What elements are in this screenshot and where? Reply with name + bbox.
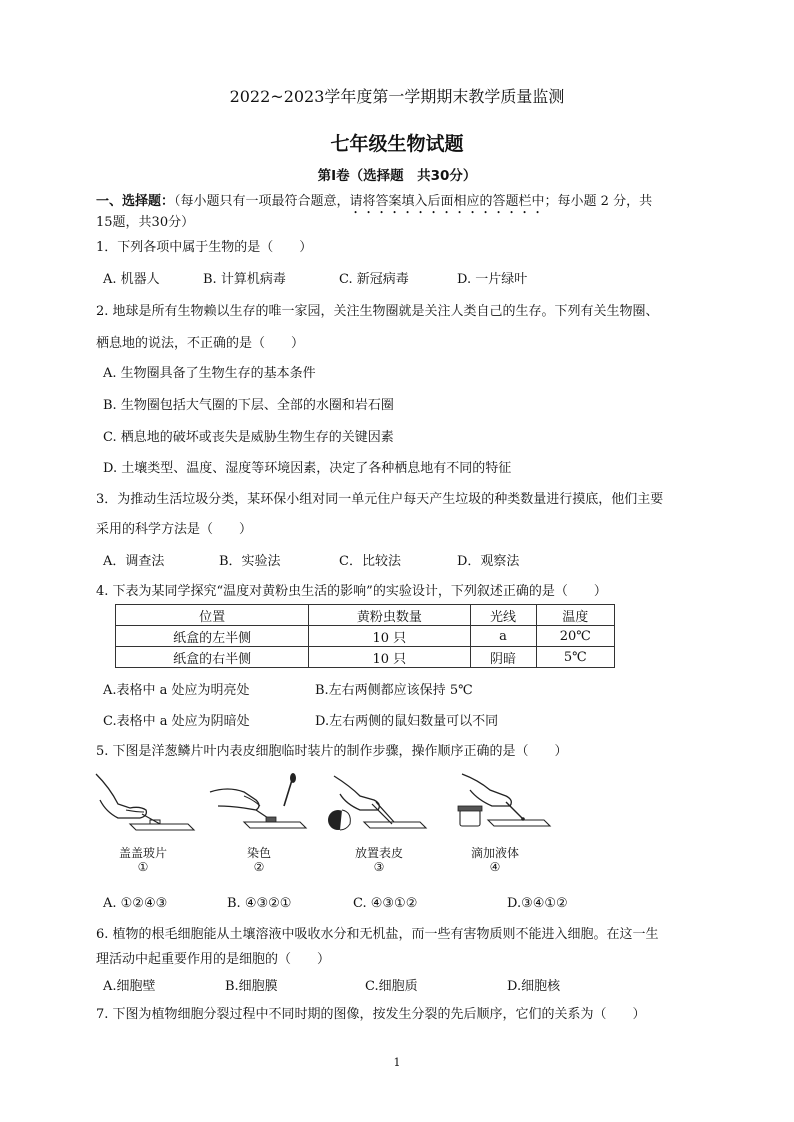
- option-a[interactable]: A.细胞壁: [103, 979, 156, 994]
- table-header-row: [116, 605, 615, 626]
- table-header-cell: 温度: [536, 605, 614, 626]
- question-6-stem-line2: 理活动中起重要作用的是细胞的（ ）: [96, 952, 331, 967]
- option-d[interactable]: D．观察法: [457, 554, 520, 569]
- option-d[interactable]: D.细胞核: [507, 979, 561, 994]
- figure-number: ④: [489, 860, 501, 874]
- table-cell: 纸盒的左半侧: [116, 626, 309, 647]
- question-2-option-b[interactable]: B. 生物圈包括大气圈的下层、全部的水圈和岩石圈: [103, 398, 394, 413]
- option-a[interactable]: A．调查法: [103, 554, 165, 569]
- table-cell: 10 只: [309, 647, 470, 668]
- part-title: 第Ⅰ卷（选择题 共30分）: [317, 168, 477, 184]
- question-1-stem: 1．下列各项中属于生物的是（ ）: [96, 240, 313, 255]
- table-header-cell: 位置: [116, 605, 309, 626]
- figure-3: [324, 766, 434, 876]
- question-2-option-d[interactable]: D. 土壤类型、温度、湿度等环境因素，决定了各种栖息地有不同的特征: [103, 461, 512, 476]
- question-5-stem: 5. 下图是洋葱鳞片叶内表皮细胞临时装片的制作步骤，操作顺序正确的是（ ）: [96, 744, 568, 759]
- table-cell: 20℃: [536, 626, 614, 647]
- coverslip-hand-icon: [88, 766, 198, 844]
- figure-caption: 盖盖玻片: [118, 846, 167, 860]
- figure-4: [440, 766, 550, 876]
- table-row: [116, 626, 615, 647]
- question-2-stem-line2: 栖息地的说法，不正确的是（ ）: [96, 336, 305, 351]
- instruction-emphasis: 请将答案填入后面相应的答题栏中: [349, 194, 545, 209]
- term-title: 2022~2023学年度第一学期期末教学质量监测: [229, 87, 565, 106]
- question-3-stem-line1: 3．为推动生活垃圾分类，某环保小组对同一单元住户每天产生垃圾的种类数量进行摸底，他们主要: [96, 492, 664, 507]
- stain-dropper-icon: [204, 766, 314, 844]
- question-2-option-a[interactable]: A. 生物圈具备了生物生存的基本条件: [103, 366, 316, 381]
- option-a[interactable]: A. ①②④③: [103, 896, 168, 911]
- option-c[interactable]: C. 新冠病毒: [339, 272, 409, 287]
- option-c[interactable]: C.表格中 a 处应为阴暗处: [103, 714, 250, 729]
- question-3-stem-line2: 采用的科学方法是（ ）: [96, 522, 253, 537]
- option-b[interactable]: B.左右两侧都应该保持 5℃: [315, 683, 473, 698]
- instruction-part-b: ；每小题 2 分，共: [544, 194, 653, 209]
- figure-2: [204, 766, 314, 876]
- figure-caption: 染色: [246, 846, 271, 860]
- table-cell: 10 只: [309, 626, 470, 647]
- option-b[interactable]: B．实验法: [219, 554, 281, 569]
- option-b[interactable]: B. ④③②①: [227, 896, 292, 911]
- option-b[interactable]: B. 计算机病毒: [203, 272, 286, 287]
- figure-number: ③: [373, 860, 385, 874]
- section-heading: 一、选择题：: [96, 194, 175, 209]
- page-number: 1: [393, 1056, 401, 1069]
- place-epidermis-icon: [324, 766, 434, 844]
- experiment-table: [115, 604, 615, 668]
- option-d[interactable]: D.左右两侧的鼠妇数量可以不同: [315, 714, 499, 729]
- figure-caption: 放置表皮: [354, 846, 403, 860]
- table-header-cell: 光线: [470, 605, 536, 626]
- table-cell: a: [470, 626, 536, 647]
- option-c[interactable]: C. ④③①②: [353, 896, 418, 911]
- table-header-cell: 黄粉虫数量: [309, 605, 470, 626]
- option-c[interactable]: C．比较法: [339, 554, 401, 569]
- option-a[interactable]: A.表格中 a 处应为明亮处: [103, 683, 250, 698]
- option-d[interactable]: D. 一片绿叶: [457, 272, 528, 287]
- option-a[interactable]: A. 机器人: [103, 272, 160, 287]
- table-cell: 阴暗: [470, 647, 536, 668]
- question-6-stem-line1: 6. 植物的根毛细胞能从土壤溶液中吸收水分和无机盐，而一些有害物质则不能进入细胞。在这一生: [96, 927, 659, 942]
- exam-title: 七年级生物试题: [330, 133, 464, 155]
- figure-caption: 滴加液体: [470, 846, 519, 860]
- table-cell: 5℃: [536, 647, 614, 668]
- question-2-option-c[interactable]: C. 栖息地的破坏或丧失是威胁生物生存的关键因素: [103, 430, 394, 445]
- option-b[interactable]: B.细胞膜: [225, 979, 278, 994]
- figure-number: ②: [253, 860, 265, 874]
- question-7-stem: 7. 下图为植物细胞分裂过程中不同时期的图像，按发生分裂的先后顺序，它们的关系为（ ）: [96, 1007, 646, 1022]
- option-d[interactable]: D.③④①②: [507, 896, 568, 911]
- procedure-figures: [88, 766, 588, 876]
- question-4-stem: 4. 下表为某同学探究“温度对黄粉虫生活的影响”的实验设计，下列叙述正确的是（ ）: [96, 584, 607, 599]
- section-instruction-line2: 15题，共30分）: [96, 215, 195, 230]
- instruction-part-a: （每小题只有一项最符合题意，: [174, 194, 350, 209]
- option-c[interactable]: C.细胞质: [365, 979, 418, 994]
- drop-liquid-icon: [440, 766, 560, 844]
- figure-number: ①: [137, 860, 149, 874]
- figure-1: [88, 766, 198, 876]
- table-row: [116, 647, 615, 668]
- question-2-stem-line1: 2. 地球是所有生物赖以生存的唯一家园，关注生物圈就是关注人类自己的生存。下列有关生物圈、: [96, 304, 659, 319]
- table-cell: 纸盒的右半侧: [116, 647, 309, 668]
